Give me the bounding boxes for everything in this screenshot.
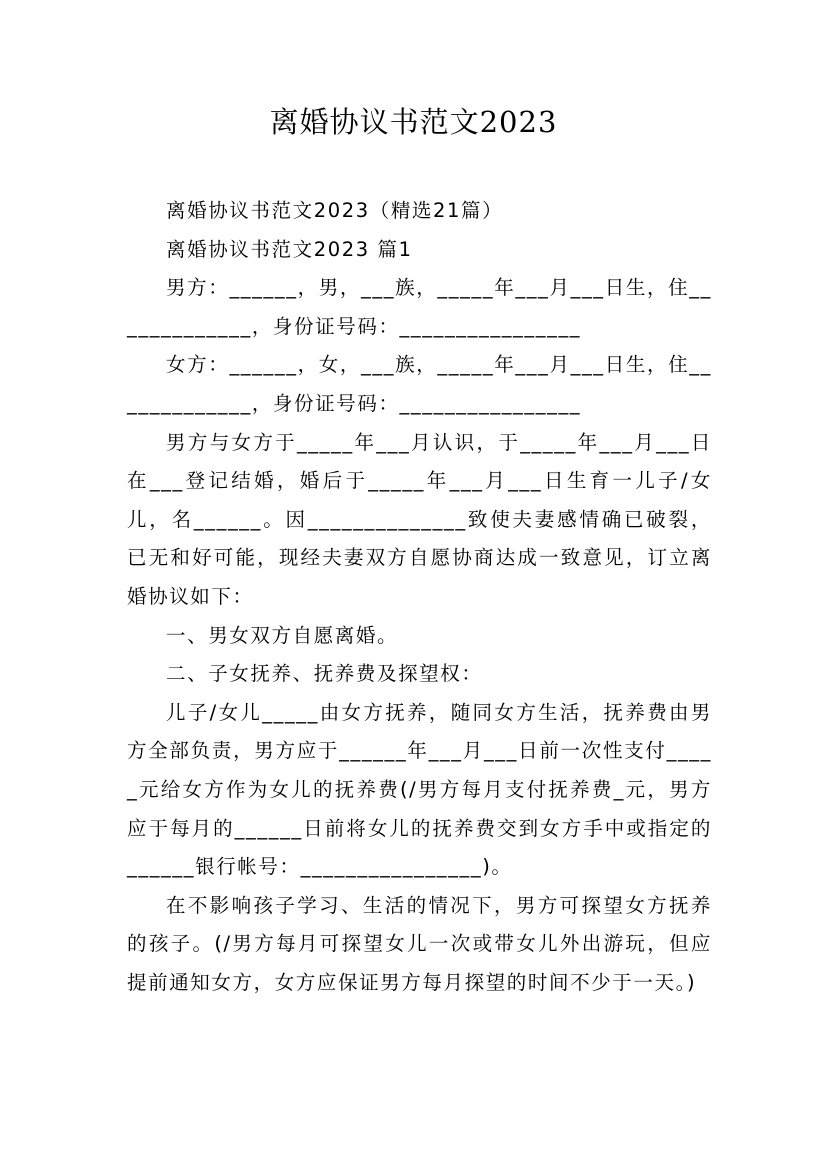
paragraph-subtitle: 离婚协议书范文2023（精选21篇） <box>166 199 504 222</box>
document-body <box>127 192 712 1002</box>
document-title: 离婚协议书范文2023 <box>269 105 558 139</box>
paragraph-custody: 儿子/女儿_____由女方抚养，随同女方生活，抚养费由男方全部负责，男方应于______年___月___日前一次性支付_____元给女方作为女儿的抚养费(/男方每月支付抚养费_元，男方应于每月的______日前将女儿的抚养费交到女方手中或指定的______银行帐号：________________)。 <box>127 700 712 879</box>
paragraph-section-heading: 离婚协议书范文2023 篇1 <box>166 237 413 261</box>
paragraph-clause-1: 一、男女双方自愿离婚。 <box>166 623 399 647</box>
paragraph-female-party: 女方：______，女，___族，_____年___月___日生，住_____________，身份证号码：________________ <box>127 353 712 415</box>
paragraph-visitation: 在不影响孩子学习、生活的情况下，男方可探望女方抚养的孩子。(/男方每月可探望女儿一次或带女儿外出游玩，但应提前通知女方，女方应保证男方每月探望的时间不少于一天。) <box>127 893 712 994</box>
paragraph-clause-2: 二、子女抚养、抚养费及探望权： <box>166 662 483 686</box>
paragraph-male-party: 男方：______，男，___族，_____年___月___日生，住_____________，身份证号码：________________ <box>127 276 712 338</box>
paragraph-marriage-background: 男方与女方于_____年___月认识，于_____年___月___日在___登记结婚，婚后于_____年___月___日生育一儿子/女儿，名______。因______________致使夫妻感情确已破裂，已无和好可能，现经夫妻双方自愿协商达成一致意见，订立离婚协议如下： <box>127 430 712 608</box>
